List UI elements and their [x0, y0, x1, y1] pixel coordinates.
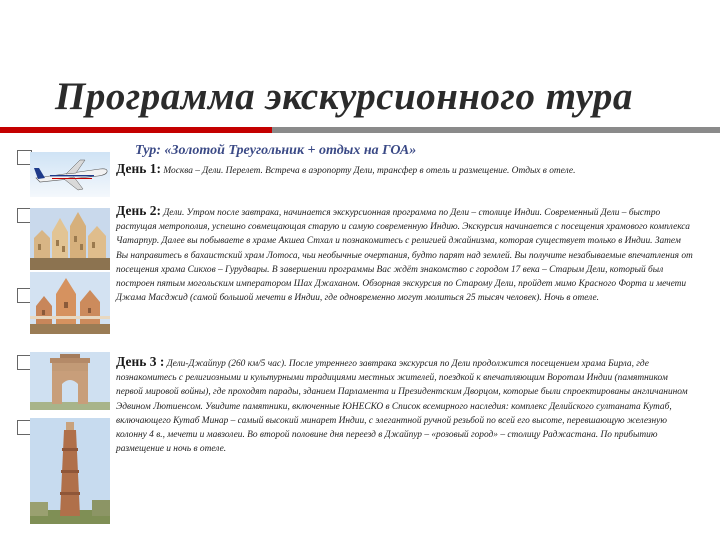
day-1-description: Москва – Дели. Перелет. Встреча в аэропорту Дели, трансфер в отель и размещение. Отдых в отеле. [163, 166, 576, 176]
day-3-label: День 3 : [116, 354, 165, 369]
title-rule-red [0, 127, 272, 133]
chattarpur-temple-photo [30, 208, 110, 270]
tour-subtitle: Тур: «Золотой Треугольник + отдых на ГОА» [135, 143, 417, 158]
day-3-text [116, 355, 694, 456]
india-gate-photo [30, 352, 110, 410]
day-3-description: Дели-Джайпур (260 км/5 час). После утреннего завтрака экскурсия по Дели продолжится посещением храма Бирла, где познакомитесь с религиозными и культурными традициями местных жителей, поездкой к впечатляющим Воротам Индии (памятником первой мировой войны), где проходят парады, зданием Парламента и Президентским Дворцом, которые были спроектированы англичанином Эдвином Лютиенсом. Увидите памятники, включенные ЮНЕСКО в Список всемирного наследия: комплекс Делийского султаната Кутаб, включающего Кутаб Минар – самый высокий минарет Индии, с элегантной ручной резьбой по всей его высоте, перевшающую железную колонну 4 в., мечети и мавзолеи. Во второй половине дня переезд в Джайпур – «розовый город» – столицу Раджастана. По прибытию размещение и ночь в отеле. [116, 359, 688, 455]
day-2-label: День 2: [116, 203, 161, 218]
birla-temple-photo [30, 272, 110, 334]
day-1-text [116, 162, 694, 178]
qutub-minar-photo [30, 418, 110, 524]
title-rule-gray [272, 127, 720, 133]
page-title: Программа экскурсионного тура [55, 75, 633, 118]
day-1-label: День 1: [116, 161, 161, 176]
airplane-photo [30, 152, 110, 197]
day-2-description: Дели. Утром после завтрака, начинается экскурсионная программа по Дели – столице Индии. Современный Дели – быстро растущая метрополия, успешно совмещающая старую и самую современную Индию. Экскурсия начинается с посещения храмового комплекса Чатарпур. Далее вы побываете в храме Акшеа Стхал и познакомитесь с религией джайнизма, которая существует только в Индии. Затем Вы направитесь в бахаистский храм Лотоса, чьи необычные очертания, будто парят над землей. Вы получите незабываемые впечатления от посещения храма Сикхов – Гурудвары. В завершении программы Вас ждёт знакомство с городом 17 века – Старым Дели, который был построен пятым могольским императором Шах Джаханом. Обзорная экскурсия по Старому Дели, пройдет мимо Красного Форта и мечети Джама Масджид (самой большой мечети в Индии, где одновременно могут молиться 25 тысяч человек). Ночь в отеле. [116, 208, 693, 304]
day-2-text [116, 204, 694, 305]
